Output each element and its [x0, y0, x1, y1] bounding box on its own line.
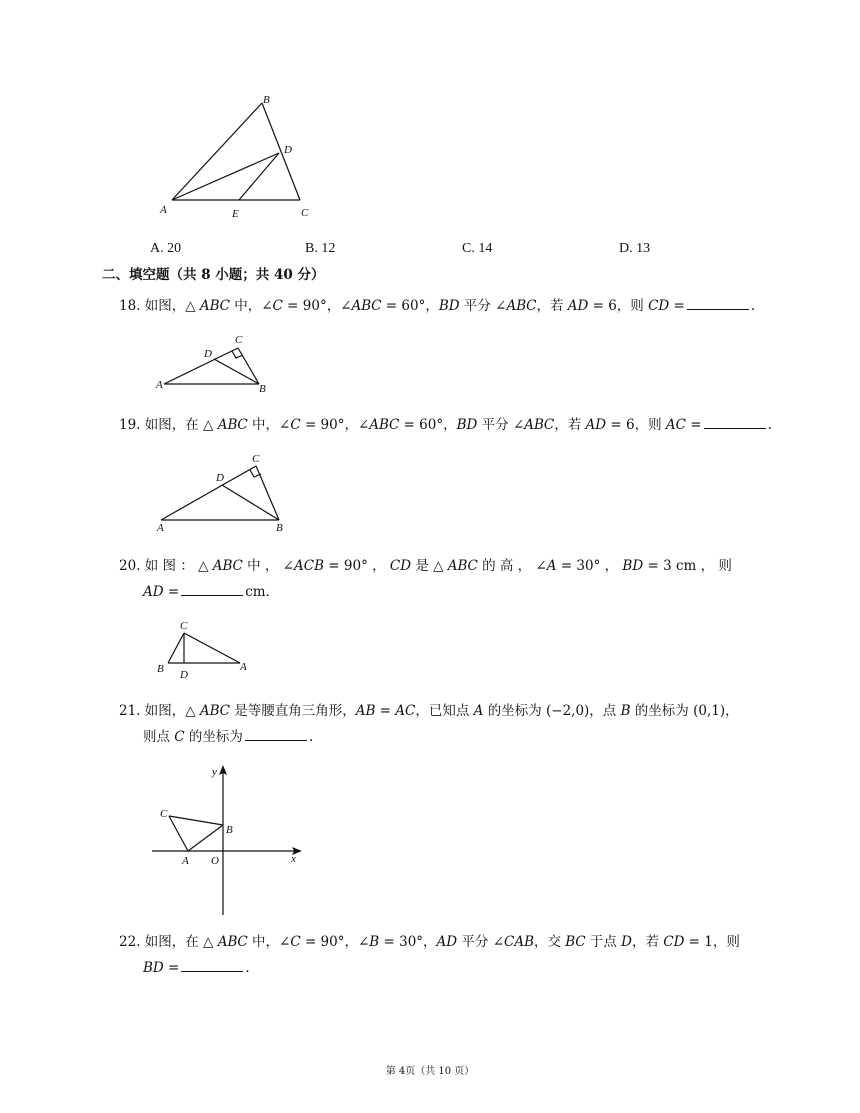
answer-blank-18[interactable]	[687, 297, 749, 310]
q20-label-a: A	[240, 661, 247, 673]
question-22-line2-post: .	[245, 960, 250, 976]
figure-q18	[0, 330, 860, 410]
question-22-line2	[143, 959, 250, 977]
question-19-tail: .	[767, 417, 772, 433]
option-c: C. 14	[462, 241, 493, 256]
section-title: 二、填空题（共 8 小题；共 40 分）	[102, 267, 325, 283]
figure-q20	[0, 620, 860, 680]
q18-label-a: A	[156, 379, 163, 391]
q20-label-c: C	[180, 620, 188, 632]
q20-label-b: B	[157, 663, 164, 675]
vertex-label-d: D	[284, 144, 292, 156]
q18-label-c: C	[235, 334, 243, 346]
q19-label-a: A	[157, 522, 164, 534]
option-a: A. 20	[150, 241, 182, 256]
question-18-tail: .	[750, 298, 756, 314]
vertex-label-a: A	[160, 204, 167, 216]
question-20-line2-post: cm.	[245, 584, 270, 600]
answer-blank-21[interactable]	[245, 728, 307, 741]
vertex-label-e: E	[232, 208, 239, 220]
option-b: B. 12	[305, 241, 336, 256]
vertex-label-b: B	[263, 94, 270, 106]
question-21-line1: 21. 如图，△ 𝐴𝐵𝐶 是等腰直角三角形，𝐴𝐵 = 𝐴𝐶，已知点 𝐴 的坐标为 (−2,0)，点 𝐵 的坐标为 (0,1)，	[119, 703, 739, 719]
option-d: D. 13	[619, 241, 651, 256]
question-21-line2-pre: 则点 𝐶 的坐标为	[143, 729, 243, 745]
question-21-line2-post: .	[308, 729, 314, 745]
question-20-line2-pre: 𝐴𝐷 =	[143, 584, 180, 600]
vertex-label-c: C	[301, 207, 309, 219]
q21-label-y: y	[212, 766, 217, 778]
question-21-line2	[143, 728, 313, 746]
q21-label-x: x	[291, 853, 296, 865]
page-footer: 第 4页（共 10 页）	[385, 1066, 475, 1077]
q20-label-d: D	[180, 669, 188, 681]
question-19	[119, 416, 772, 434]
q19-label-d: D	[216, 472, 224, 484]
question-18	[119, 297, 755, 315]
q18-label-b: B	[259, 383, 266, 395]
question-20-line1: 20. 如 图 ： △ 𝐴𝐵𝐶 中 ， ∠𝐴𝐶𝐵 = 90° ， 𝐶𝐷 是 △ 𝐴𝐵𝐶 的 高 ， ∠𝐴 = 30° ， 𝐵𝐷 = 3 cm ， 则	[119, 558, 732, 574]
question-20-line2	[143, 583, 270, 601]
answer-blank-20[interactable]	[181, 583, 243, 596]
q21-label-a: A	[182, 855, 189, 867]
question-22-line2-pre: 𝐵𝐷 =	[143, 960, 180, 976]
figure-triangle-abc-de	[0, 0, 860, 240]
q21-label-c: C	[160, 808, 168, 820]
figure-q19	[0, 450, 860, 540]
q21-label-b: B	[226, 824, 233, 836]
q18-label-d: D	[204, 348, 212, 360]
answer-blank-19[interactable]	[704, 416, 766, 429]
figure-q21-coordinate-plane	[0, 755, 860, 925]
question-19-text: 19. 如图，在 △ 𝐴𝐵𝐶 中，∠𝐶 = 90°，∠𝐴𝐵𝐶 = 60°，𝐵𝐷 平分 ∠𝐴𝐵𝐶，若 𝐴𝐷 = 6，则 𝐴𝐶 =	[119, 417, 702, 433]
q21-label-o: O	[211, 855, 219, 867]
question-18-text: 18. 如图，△ 𝐴𝐵𝐶 中，∠𝐶 = 90°，∠𝐴𝐵𝐶 = 60°，𝐵𝐷 平分 ∠𝐴𝐵𝐶，若 𝐴𝐷 = 6，则 𝐶𝐷 =	[119, 298, 685, 314]
q19-label-b: B	[276, 522, 283, 534]
answer-blank-22[interactable]	[181, 959, 243, 972]
question-22-line1: 22. 如图，在 △ 𝐴𝐵𝐶 中，∠𝐶 = 90°，∠𝐵 = 30°，𝐴𝐷 平分 ∠𝐶𝐴𝐵，交 𝐵𝐶 于点 𝐷，若 𝐶𝐷 = 1，则	[119, 934, 740, 950]
q19-label-c: C	[252, 453, 260, 465]
